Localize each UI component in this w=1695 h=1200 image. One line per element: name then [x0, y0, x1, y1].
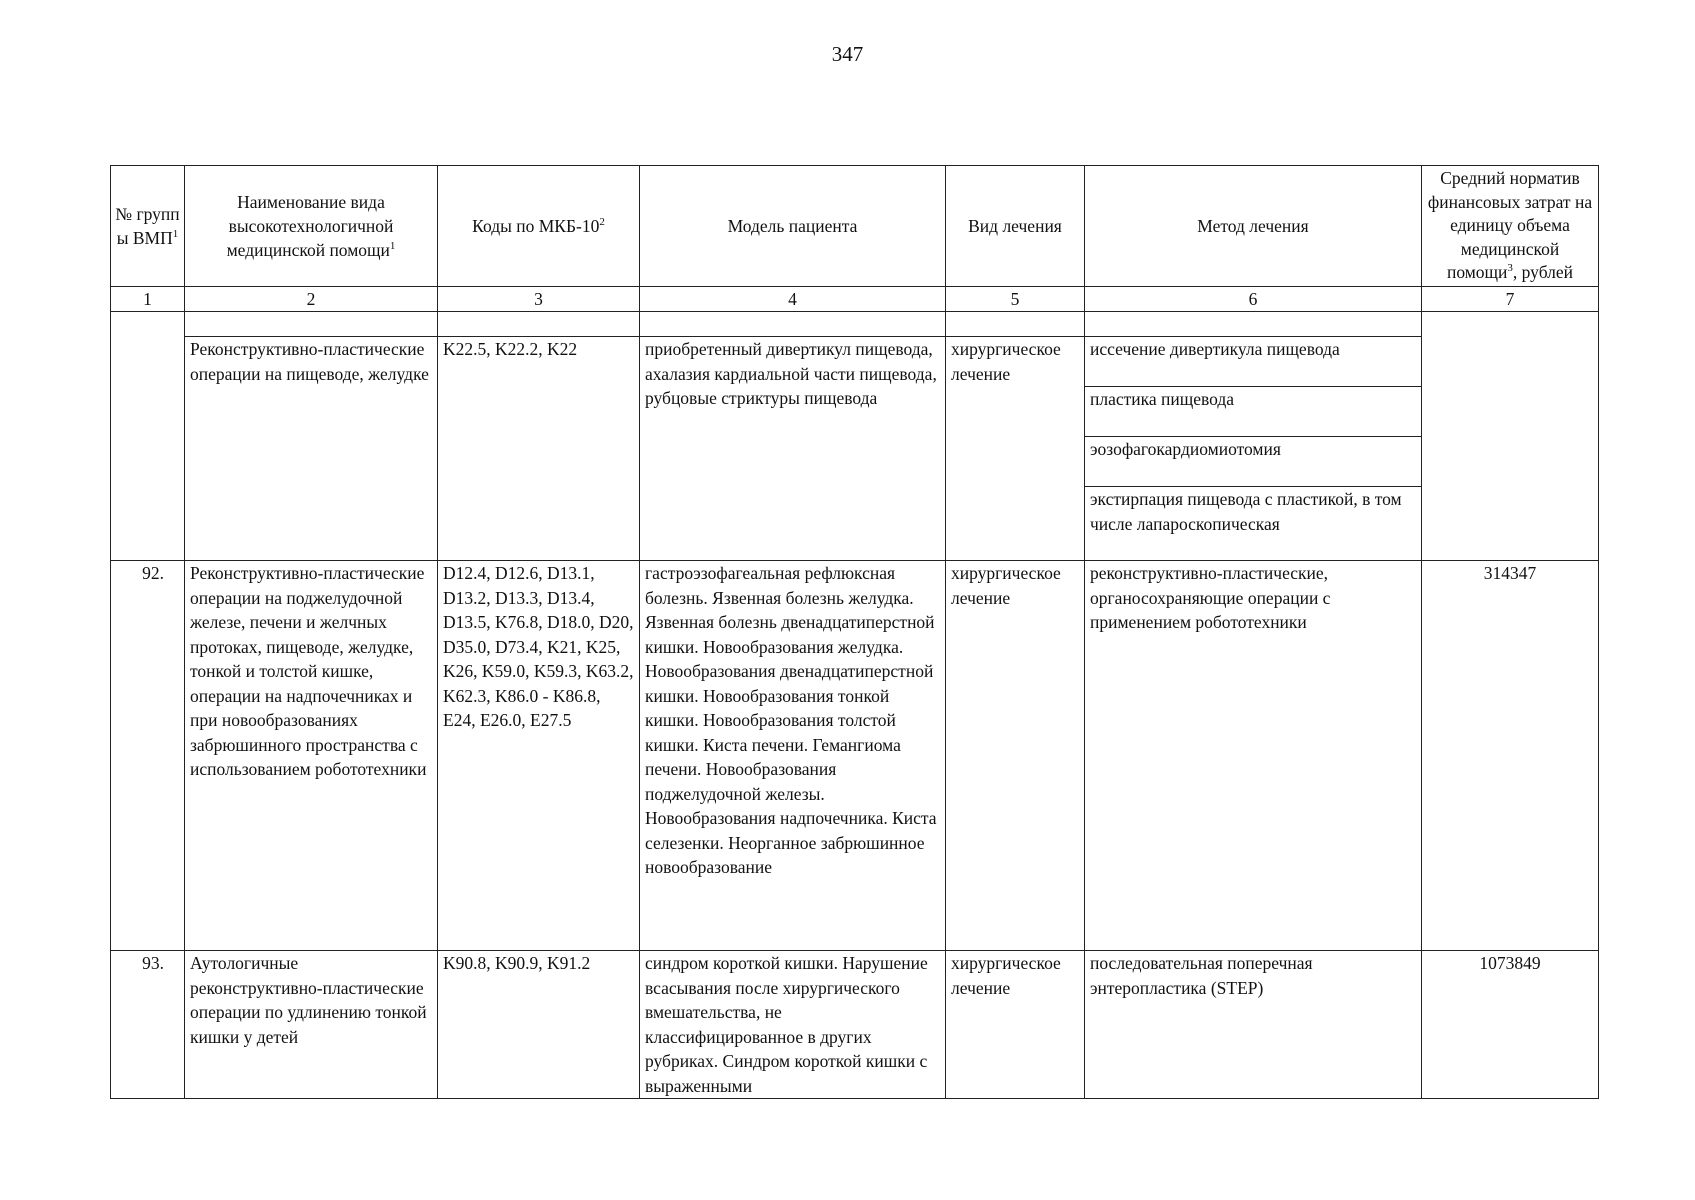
- table-row: [111, 951, 1599, 1099]
- header-care-type-name: Наименование вида высокотехнологичной медицинской помощи$^1$: [185, 166, 438, 287]
- header-treatment-type: Вид лечения: [946, 166, 1085, 287]
- treatment-method-cell: реконструктивно-пластические, органосохраняющие операции с применением робототехники: [1085, 561, 1422, 951]
- column-number: 4: [640, 287, 946, 312]
- group-number-cell: 92.: [111, 561, 185, 951]
- header-group-number: № групп ы ВМП$^1$: [111, 166, 185, 287]
- page-number: 347: [831, 42, 864, 66]
- column-number-row: [111, 287, 1599, 312]
- header-icd-codes: Коды по МКБ-$10^2$: [438, 166, 640, 287]
- treatment-type-cell: хирургическое лечение: [946, 561, 1085, 951]
- header-cost-standard: Средний норматив финансовых затрат на единицу объема медицинской помощи$^3$, рублей: [1422, 166, 1599, 287]
- column-number: 7: [1422, 287, 1599, 312]
- cost-cell: [1422, 312, 1599, 561]
- column-number: 6: [1085, 287, 1422, 312]
- icd-codes-cell: D12.4, D12.6, D13.1, D13.2, D13.3, D13.4, D13.5, K76.8, D18.0, D20, D35.0, D73.4, K21, K25, K26, K59.0, K59.3, K63.2, K62.3, K86.0 - K86.8, E24, E26.0, E27.5: [438, 561, 640, 951]
- column-number: 3: [438, 287, 640, 312]
- column-number: 2: [185, 287, 438, 312]
- treatment-method-item: пластика пищевода: [1085, 387, 1421, 437]
- spacer-row: [111, 312, 1599, 337]
- care-type-name-cell: Реконструктивно-пластические операции на поджелудочной железе, печени и желчных протоках, пищеводе, желудке, тонкой и толстой кишке, операции на надпочечниках и при новообразованиях забрюшинного пространства с использованием робототехники: [185, 561, 438, 951]
- treatment-method-item: иссечение дивертикула пищевода: [1085, 337, 1421, 387]
- treatment-type-cell: хирургическое лечение: [946, 951, 1085, 1099]
- icd-codes-cell: K90.8, K90.9, K91.2: [438, 951, 640, 1099]
- cost-cell: 1073849: [1422, 951, 1599, 1099]
- treatment-method-cell: [1085, 337, 1422, 561]
- table-row: [111, 337, 1599, 561]
- header-treatment-method: Метод лечения: [1085, 166, 1422, 287]
- vmp-table: [110, 165, 1599, 1099]
- care-type-name-cell: Реконструктивно-пластические операции на пищеводе, желудке: [185, 337, 438, 561]
- group-number-cell: [111, 312, 185, 561]
- treatment-type-cell: хирургическое лечение: [946, 337, 1085, 561]
- cost-cell: 314347: [1422, 561, 1599, 951]
- table-row: [111, 561, 1599, 951]
- column-number: 5: [946, 287, 1085, 312]
- treatment-method-cell: последовательная поперечная энтеропластика (STEP): [1085, 951, 1422, 1099]
- header-patient-model: Модель пациента: [640, 166, 946, 287]
- patient-model-cell: приобретенный дивертикул пищевода, ахалазия кардиальной части пищевода, рубцовые стриктуры пищевода: [640, 337, 946, 561]
- treatment-method-item: экстирпация пищевода с пластикой, в том числе лапароскопическая: [1090, 489, 1402, 534]
- patient-model-cell: синдром короткой кишки. Нарушение всасывания после хирургического вмешательства, не классифицированное в других рубриках. Синдром короткой кишки с выраженными: [640, 951, 946, 1099]
- care-type-name-cell: Аутологичные реконструктивно-пластические операции по удлинению тонкой кишки у детей: [185, 951, 438, 1099]
- table-header-row: [111, 166, 1599, 287]
- icd-codes-cell: K22.5, K22.2, K22: [438, 337, 640, 561]
- patient-model-cell: гастроэзофагеальная рефлюксная болезнь. Язвенная болезнь желудка. Язвенная болезнь двенадцатиперстной кишки. Новообразования желудка. Новообразования двенадцатиперстной кишки. Новообразования тонкой кишки. Новообразования толстой кишки. Киста печени. Гемангиома печени. Новообразования поджелудочной железы. Новообразования надпочечника. Киста селезенки. Неорганное забрюшинное новообразование: [640, 561, 946, 951]
- treatment-method-item: эозофагокардиомиотомия: [1085, 437, 1421, 487]
- column-number: 1: [111, 287, 185, 312]
- group-number-cell: 93.: [111, 951, 185, 1099]
